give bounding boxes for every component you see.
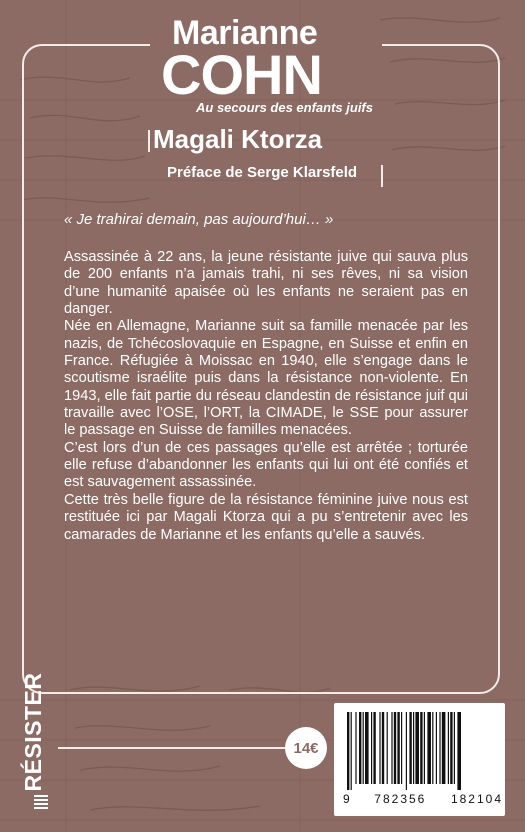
subtitle: Au secours des enfants juifs xyxy=(196,100,373,115)
epigraph-quote: « Je trahirai demain, pas aujourd’hui… » xyxy=(64,211,334,228)
blurb-paragraph: C’est lors d’un de ces passages qu’elle est arrêtée ; torturée elle refuse d’abandonner les enfants qui lui ont été confiés et est sauvagement assassinée. xyxy=(64,439,468,491)
blurb-paragraph: Assassinée à 22 ans, la jeune résistante juive qui sauva plus de 200 enfants n’a jamais trahi, ni ses rêves, ni sa vision d’une humanité apaisée où les enfants ne seraient pas en danger. xyxy=(64,249,468,318)
isbn-group-2: 182104 xyxy=(450,792,503,806)
barcode-bars xyxy=(343,712,496,790)
publisher-logo-mark xyxy=(34,793,48,809)
isbn-number xyxy=(343,792,503,806)
isbn-barcode xyxy=(334,703,505,816)
preface-credit: Préface de Serge Klarsfeld xyxy=(167,164,358,181)
title-first-name: Marianne xyxy=(172,14,318,52)
publisher-name: RÉSISTER xyxy=(20,672,46,792)
frame-tick-left xyxy=(148,130,150,152)
price-rule xyxy=(58,747,304,749)
publisher-logo xyxy=(21,660,49,810)
blurb-paragraph: Cette très belle figure de la résistance féminine juive nous est restituée ici par Magali Ktorza qui a pu s’entretenir avec les camarades de Marianne et les enfants qu’elle a sauvés. xyxy=(64,491,468,543)
title-last-name: COHN xyxy=(161,43,322,106)
blurb-paragraph: Née en Allemagne, Marianne suit sa famille menacée par les nazis, de Tchécoslovaquie en Espagne, en Suisse et enfin en France. Réfugiée à Moissac en 1940, elle s’engage dans le scoutisme israélite puis dans la résistance non-violente. En 1943, elle fait partie du réseau clandestin de résistance juif qui travaille avec l’OSE, l’ORT, la CIMADE, le SSE pour assurer le passage en Suisse de familles menacées. xyxy=(64,318,468,439)
author-name: Magali Ktorza xyxy=(153,124,323,154)
isbn-first-digit: 9 xyxy=(343,792,350,806)
isbn-group-1: 782356 xyxy=(374,792,427,806)
frame-tick-right xyxy=(381,165,383,187)
blurb-text xyxy=(64,249,468,544)
price-badge: 14€ xyxy=(285,727,327,769)
